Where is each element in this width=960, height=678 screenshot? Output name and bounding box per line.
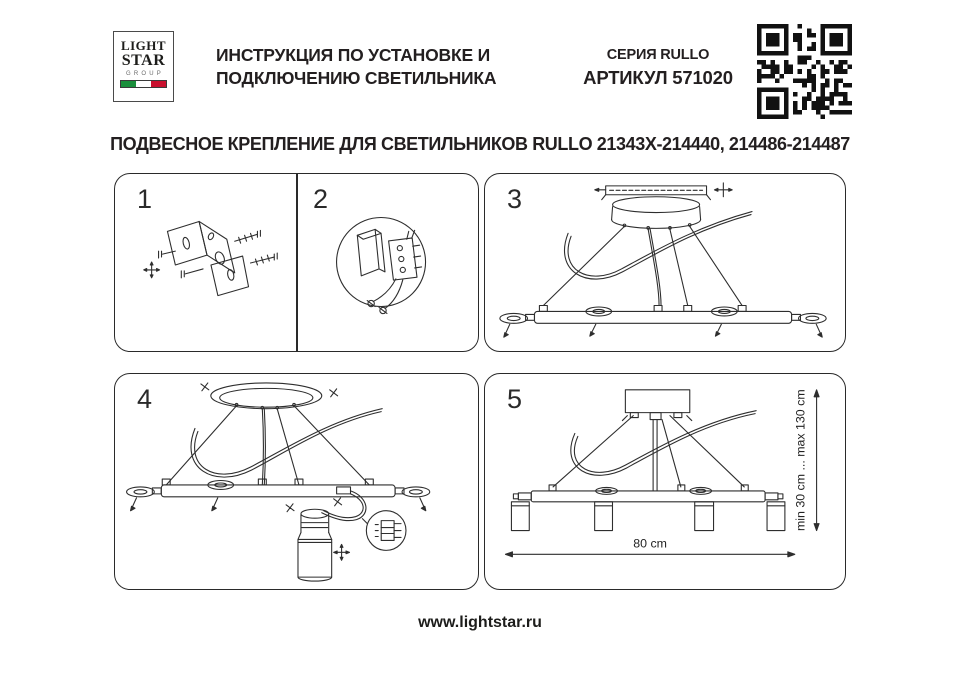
wiring-and-shade-illustration xyxy=(115,374,478,589)
series-label: СЕРИЯ RULLO xyxy=(606,47,710,63)
width-dimension-label: 80 cm xyxy=(633,536,667,551)
italian-flag-stripe xyxy=(120,80,167,88)
step-panel-4 xyxy=(114,373,479,590)
article-label: АРТИКУЛ 571020 xyxy=(583,67,733,88)
website-url: www.lightstar.ru xyxy=(418,614,542,631)
step-panel-5 xyxy=(484,373,846,590)
height-dimension-label: min 30 cm ... max 130 cm xyxy=(793,389,808,532)
bracket-and-connector-illustration xyxy=(115,174,478,351)
step-panel-3 xyxy=(484,173,846,352)
logo-word-group: GROUP xyxy=(125,71,164,77)
document-title xyxy=(216,44,496,90)
step-number-3: 3 xyxy=(507,184,523,214)
step-number-5: 5 xyxy=(507,384,523,414)
qr-code-image xyxy=(757,24,852,119)
logo-word-light: LIGHT xyxy=(120,38,167,53)
lightstar-logo xyxy=(113,31,174,102)
canopy-suspension-illustration xyxy=(485,174,845,351)
final-assembly-illustration xyxy=(485,374,845,589)
subtitle: ПОДВЕСНОЕ КРЕПЛЕНИЕ ДЛЯ СВЕТИЛЬНИКОВ RULLO 21343X-214440, 214486-214487 xyxy=(110,134,850,154)
step-panel-1-2 xyxy=(114,173,479,352)
qr-code xyxy=(757,24,852,119)
step-number-4: 4 xyxy=(137,384,153,414)
logo-word-star: STAR xyxy=(121,52,166,69)
step-number-1: 1 xyxy=(137,184,153,214)
step-number-2: 2 xyxy=(313,184,329,214)
title-line-1: ИНСТРУКЦИЯ ПО УСТАНОВКЕ И xyxy=(216,45,490,65)
title-line-2: ПОДКЛЮЧЕНИЮ СВЕТИЛЬНИКА xyxy=(216,68,497,88)
product-info xyxy=(553,47,763,89)
